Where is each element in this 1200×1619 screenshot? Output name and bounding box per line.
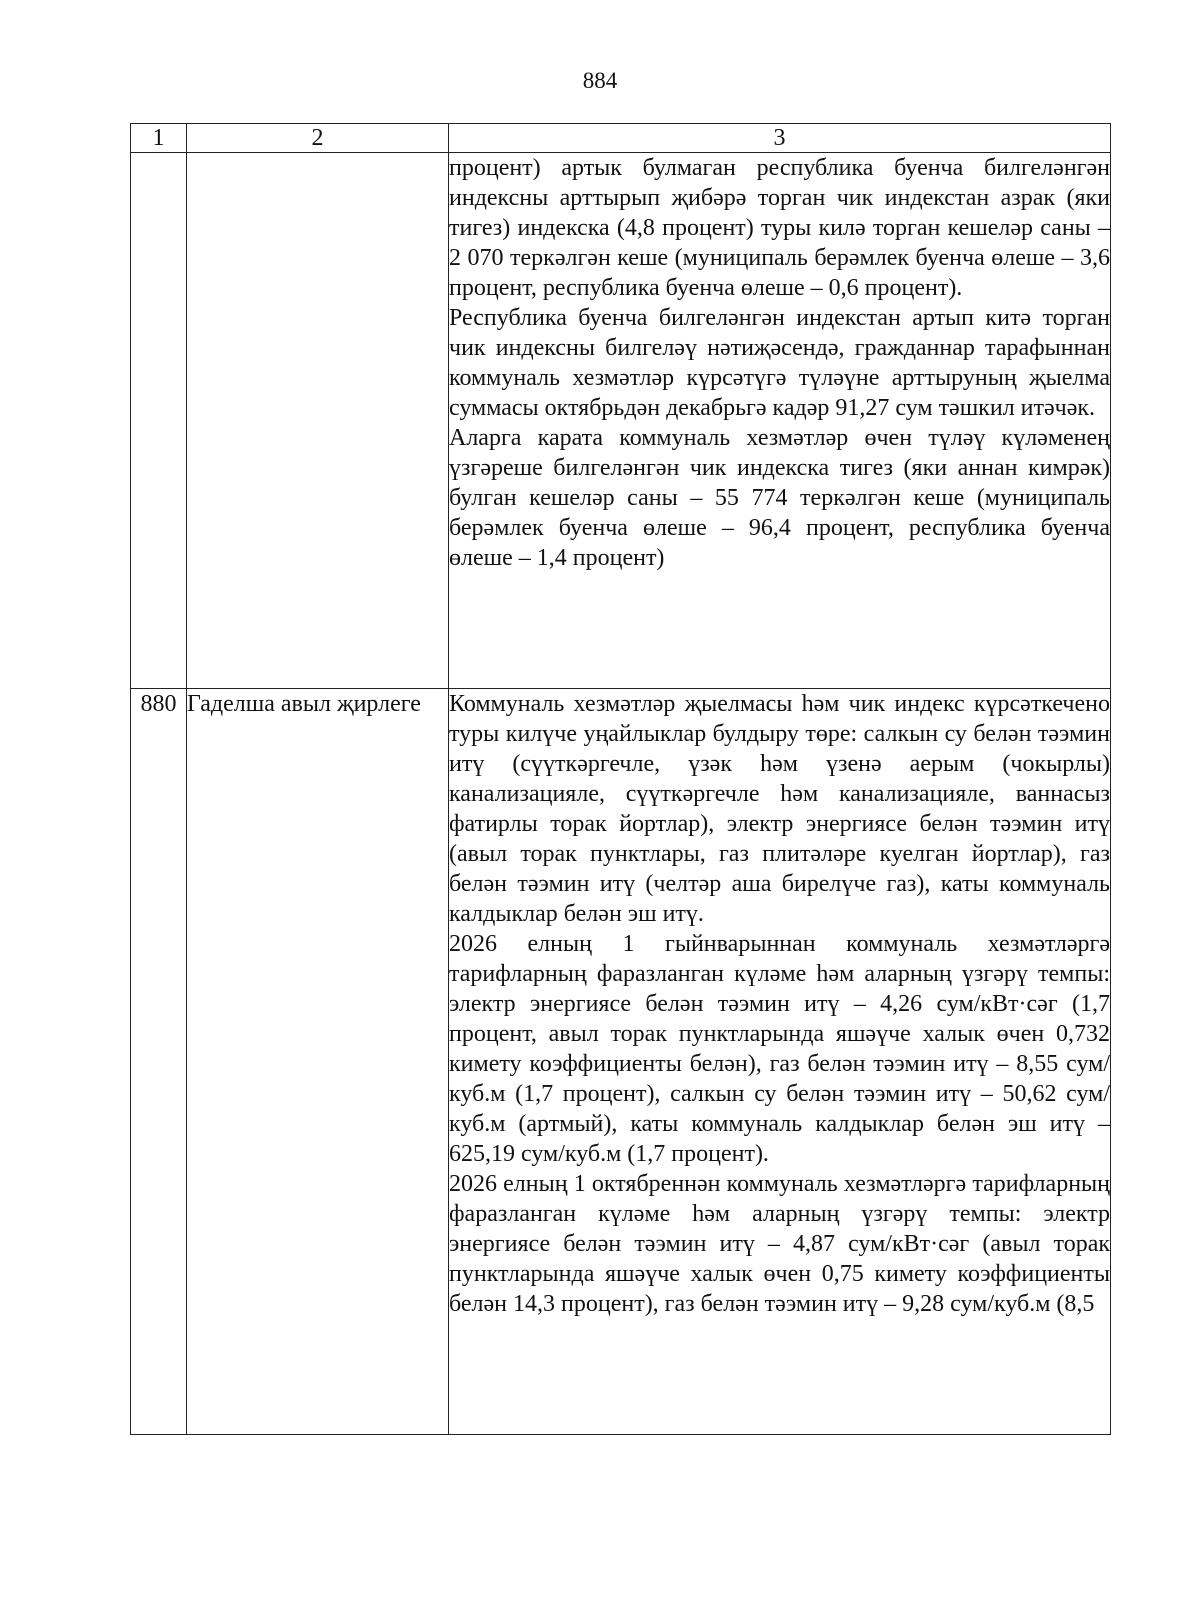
paragraph: 2026 елның 1 гыйнварыннан коммуналь хезмәтләргә тарифларның фаразланган күләме һәм аларның үзгәрү темпы: электр энергиясе белән тәэмин итү – 4,26 сум/кВт·сәг (1,7 процент, авыл торак пунктларында яшәүче халык өчен 0,732 кимету коэффициенты белән), газ белән тәэмин итү – 8,55 сум/куб.м (1,7 процент), салкын су белән тәэмин итү – 50,62 сум/куб.м (артмый), каты коммуналь калдыклар белән эш итү – 625,19 сум/куб.м (1,7 процент). xyxy=(449,931,1110,1167)
table-header-row xyxy=(131,124,1111,153)
column-header-3: 3 xyxy=(449,124,1111,153)
settlement-name-cell: Гаделша авыл җирлеге xyxy=(187,689,449,1435)
paragraph: 2026 елның 1 октябреннән коммуналь хезмәтләргә тарифларның фаразланган күләме һәм аларның үзгәрү темпы: электр энергиясе белән тәэмин итү – 4,87 сум/кВт·сәг (авыл торак пунктларында яшәүче халык өчен 0,75 кимету коэффициенты белән 14,3 процент), газ белән тәэмин итү – 9,28 сум/куб.м (8,5 xyxy=(449,1171,1110,1317)
paragraph: Аларга карата коммуналь хезмәтләр өчен түләү күләменең үзгәреше билгеләнгән чик индекска тигез (яки аннан кимрәк) булган кешеләр саны – 55 774 теркәлгән кеше (муниципаль берәмлек буенча өлеше – 96,4 процент, республика буенча өлеше – 1,4 процент) xyxy=(449,425,1110,571)
page-number: 884 xyxy=(582,68,618,93)
paragraph: Коммуналь хезмәтләр җыелмасы һәм чик индекс күрсәткечено туры килүче уңайлыклар булдыру төре: салкын су белән тәэмин итү (сүүткәргечле, үзәк һәм үзенә аерым (чокырлы) канализацияле, сүүткәргечле һәм канализацияле, ваннасыз фатирлы торак йортлар), электр энергиясе белән тәэмин итү (авыл торак пунктлары, газ плитәләре куелган йортлар), газ белән тәэмин итү (челтәр аша бирелүче газ), каты коммуналь калдыклар белән эш итү. xyxy=(449,691,1110,927)
table-row xyxy=(131,689,1111,1435)
column-header-2: 2 xyxy=(187,124,449,153)
settlement-name-cell xyxy=(187,153,449,689)
row-number-cell: 880 xyxy=(131,689,187,1435)
description-cell xyxy=(449,689,1111,1435)
column-header-1: 1 xyxy=(131,124,187,153)
description-cell xyxy=(449,153,1111,689)
row-number-cell xyxy=(131,153,187,689)
document-table xyxy=(130,123,1111,1435)
paragraph: Республика буенча билгеләнгән индекстан артып китә торган чик индексны билгеләү нәтиҗәсендә, гражданнар тарафыннан коммуналь хезмәтләр күрсәтүгә түләүне арттыруның җыелма суммасы октябрьдән декабрьгә кадәр 91,27 сум тәшкил итәчәк. xyxy=(449,305,1110,421)
table-row xyxy=(131,153,1111,689)
paragraph: процент) артык булмаган республика буенча билгеләнгән индексны арттырып җибәрә торган чик индекстан азрак (яки тигез) индекска (4,8 процент) туры килә торган кешеләр саны – 2 070 теркәлгән кеше (муниципаль берәмлек буенча өлеше – 3,6 процент, республика буенча өлеше – 0,6 процент). xyxy=(449,155,1110,301)
